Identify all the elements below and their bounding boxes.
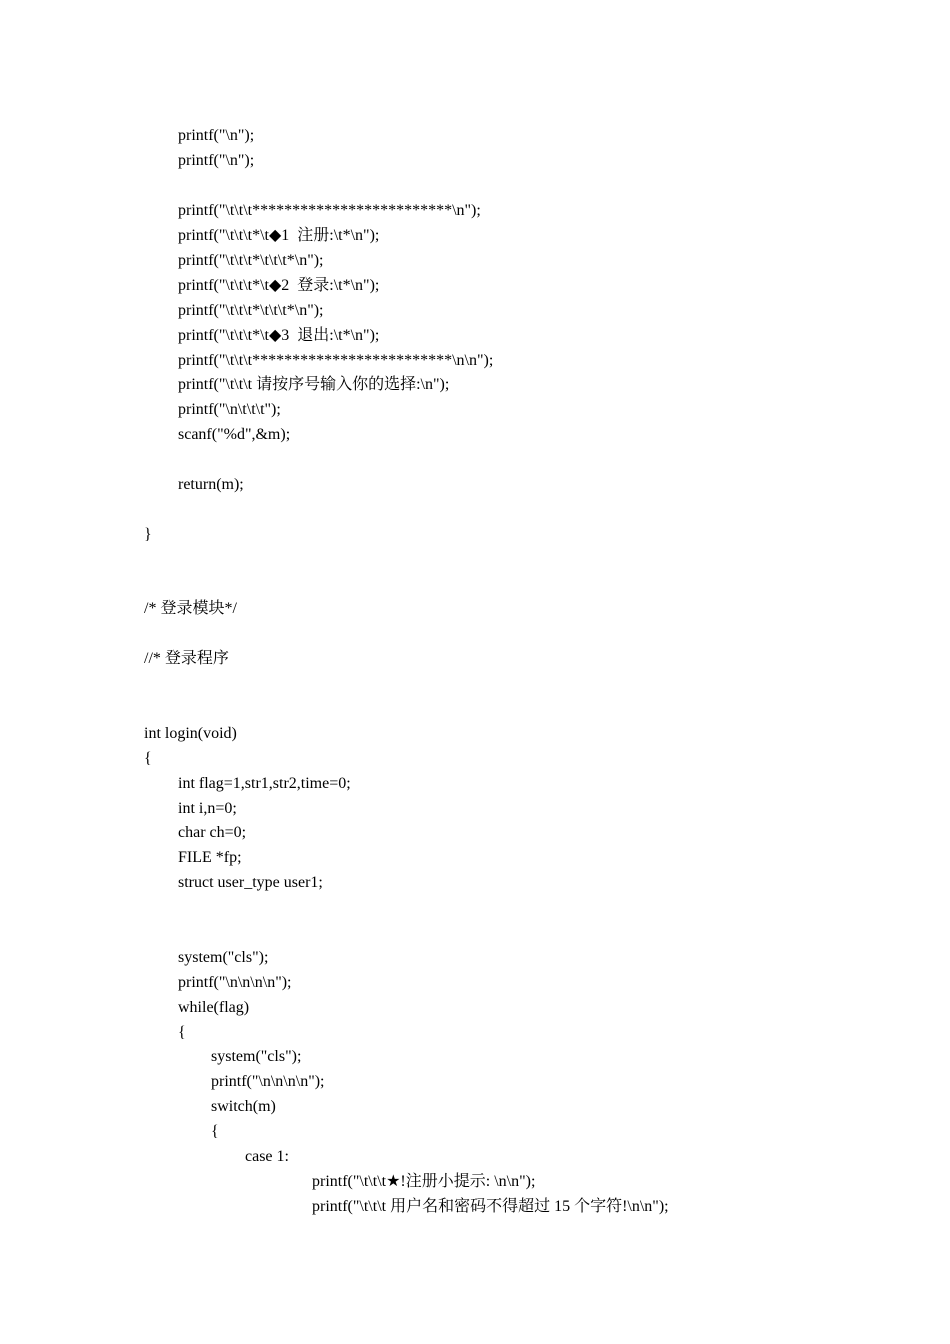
code-line: struct user_type user1; xyxy=(178,874,323,891)
code-line: printf("\t\t\t*************************\n\n"); xyxy=(178,352,494,369)
code-line: system("cls"); xyxy=(178,949,269,966)
code-line: FILE *fp; xyxy=(178,849,242,866)
code-line: { xyxy=(144,750,152,767)
code-line: while(flag) xyxy=(178,999,250,1016)
code-line: printf("\t\t\t*\t◆2 登录:\t*\n"); xyxy=(178,277,380,294)
code-line: printf("\t\t\t*************************\n"); xyxy=(178,202,481,219)
code-line: printf("\n"); xyxy=(178,127,255,144)
code-line: return(m); xyxy=(178,476,244,493)
code-line: { xyxy=(211,1123,219,1140)
code-line: { xyxy=(178,1024,186,1041)
code-line: printf("\t\t\t*\t\t\t*\n"); xyxy=(178,252,324,269)
code-line: scanf("%d",&m); xyxy=(178,426,291,443)
code-line: } xyxy=(144,526,152,543)
code-line: case 1: xyxy=(245,1148,289,1165)
code-line: system("cls"); xyxy=(211,1048,302,1065)
code-line: printf("\t\t\t*\t◆1 注册:\t*\n"); xyxy=(178,227,380,244)
code-line: printf("\n\n\n\n"); xyxy=(178,974,292,991)
code-line: printf("\t\t\t*\t\t\t*\n"); xyxy=(178,302,324,319)
code-comment: //* 登录程序 xyxy=(144,650,229,667)
code-line: switch(m) xyxy=(211,1098,276,1115)
code-line: printf("\n"); xyxy=(178,152,255,169)
code-line: int login(void) xyxy=(144,725,237,742)
code-line: int i,n=0; xyxy=(178,800,237,817)
code-line: printf("\n\t\t\t"); xyxy=(178,401,281,418)
code-comment: /* 登录模块*/ xyxy=(144,600,237,617)
code-line: printf("\n\n\n\n"); xyxy=(211,1073,325,1090)
code-line: int flag=1,str1,str2,time=0; xyxy=(178,775,351,792)
code-line: printf("\t\t\t★!注册小提示: \n\n"); xyxy=(312,1173,536,1190)
code-line: char ch=0; xyxy=(178,824,247,841)
code-line: printf("\t\t\t 用户名和密码不得超过 15 个字符!\n\n"); xyxy=(312,1198,669,1215)
code-line: printf("\t\t\t 请按序号输入你的选择:\n"); xyxy=(178,376,450,393)
code-line: printf("\t\t\t*\t◆3 退出:\t*\n"); xyxy=(178,327,380,344)
